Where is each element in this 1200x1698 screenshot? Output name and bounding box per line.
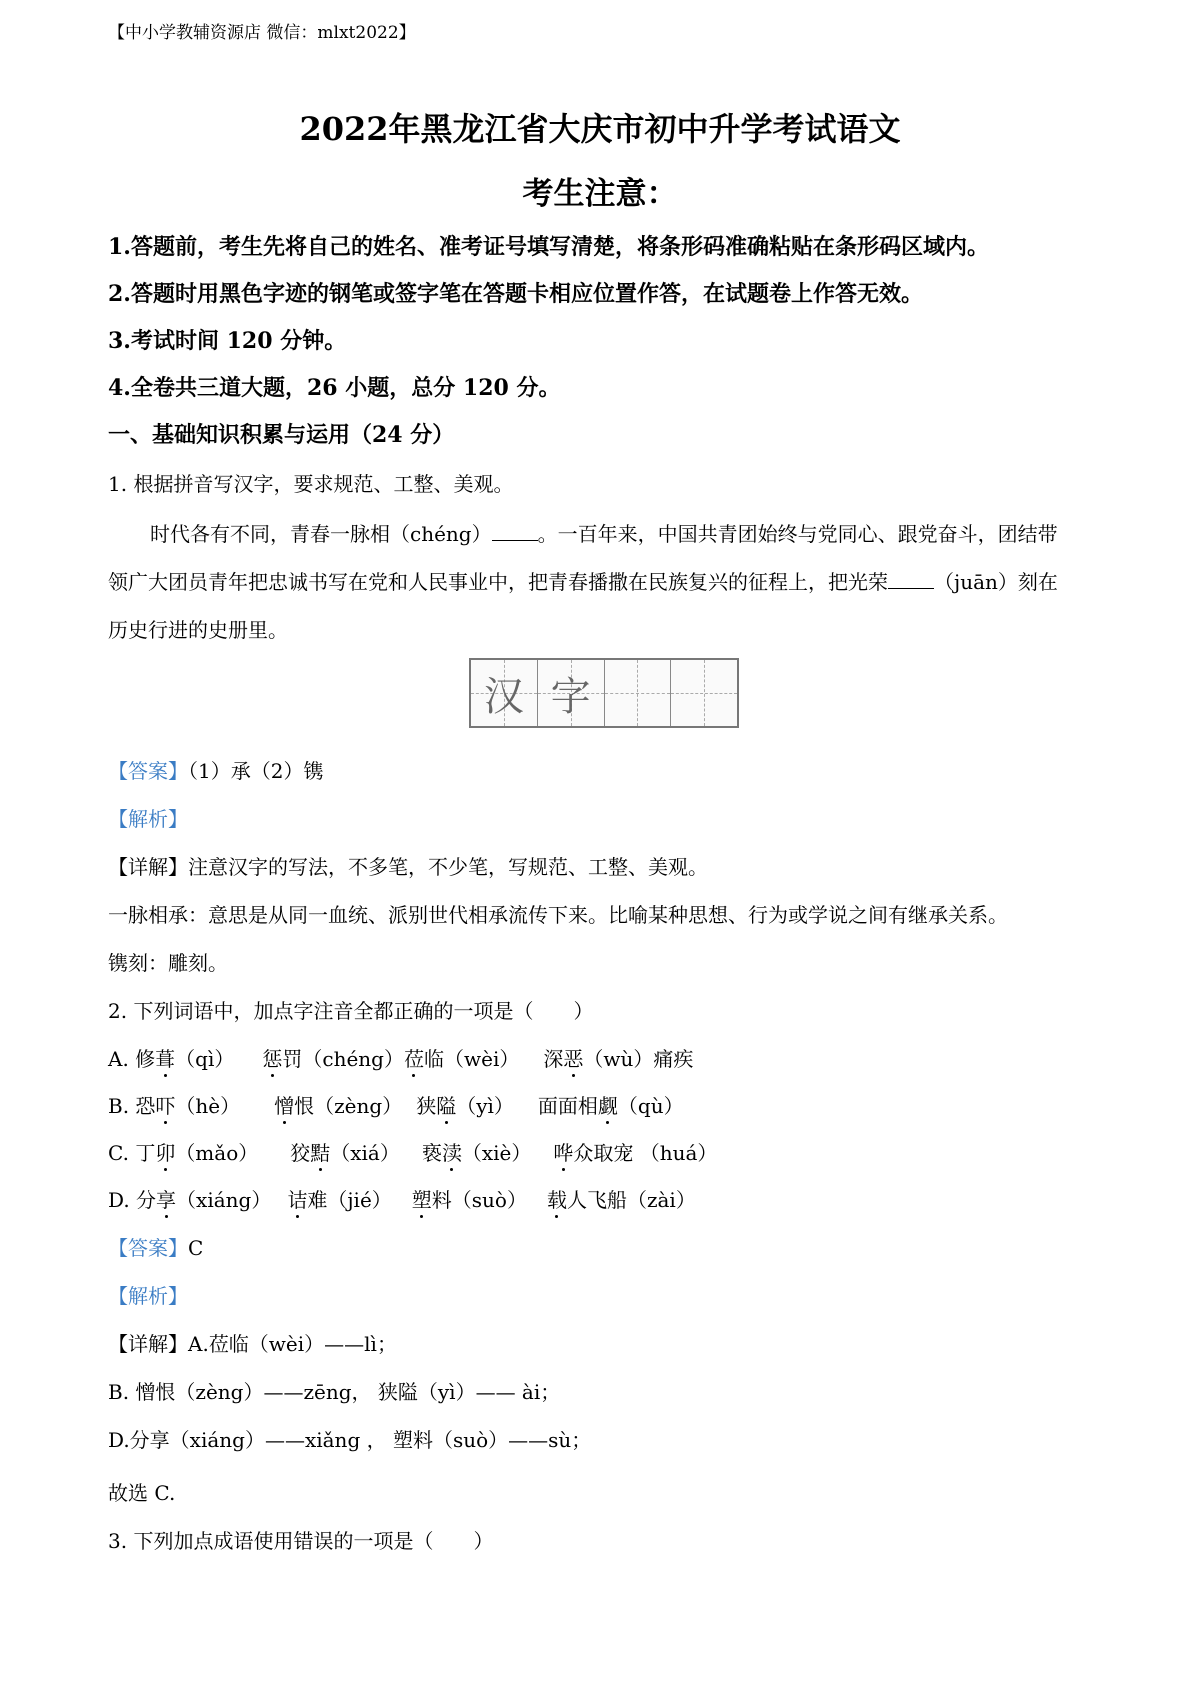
detail-label: 【详解】	[108, 855, 188, 879]
option-letter: B.	[108, 1094, 136, 1118]
detail-text: A.莅临（wèi）——lì；	[188, 1332, 397, 1356]
question-1-analysis-label: 【解析】	[108, 807, 188, 831]
option-text: （wù）痛疾	[583, 1047, 694, 1071]
passage-text: 。一百年来，中国共青团始终与党同心、跟党奋斗，团结带	[537, 522, 1058, 546]
option-text: 丁	[135, 1141, 156, 1165]
notice-item-1: 1.答题前，考生先将自己的姓名、准考证号填写清楚，将条形码准确粘贴在条形码区域内。	[108, 234, 989, 260]
pinyin: （yì）	[456, 1094, 514, 1118]
dotted-char: 憎	[274, 1090, 294, 1119]
question-2-option-d	[108, 1184, 696, 1213]
dotted-char: 诘	[287, 1184, 307, 1213]
dotted-char: 葺	[155, 1043, 175, 1072]
option-text: 料（suò）	[431, 1188, 527, 1212]
option-letter: C.	[108, 1141, 136, 1165]
dotted-char: 载	[547, 1184, 567, 1213]
pinyin: （mǎo）	[175, 1141, 259, 1165]
option-text: 临（wèi）	[423, 1047, 520, 1071]
passage-text: （juān）刻在	[934, 570, 1058, 594]
question-2-detail-a	[108, 1328, 397, 1357]
grid-cell	[471, 660, 538, 726]
option-text: 狭	[416, 1094, 437, 1118]
question-1-passage-line-1	[150, 518, 1058, 547]
grid-cell	[671, 660, 737, 726]
option-text: 人飞船（zài）	[566, 1188, 696, 1212]
option-letter: A.	[108, 1047, 136, 1071]
pinyin: （xiáng）	[176, 1188, 272, 1212]
dotted-char: 渎	[442, 1137, 462, 1166]
option-text: 深	[543, 1047, 564, 1071]
notice-heading: 考生注意：	[522, 176, 678, 212]
notice-item-4: 4.全卷共三道大题，26 小题，总分 120 分。	[108, 375, 561, 401]
option-text: 难（jié）	[307, 1188, 392, 1212]
pinyin: （hè）	[175, 1094, 241, 1118]
question-2-option-a	[108, 1043, 693, 1072]
grid-char: 字	[550, 673, 591, 720]
dotted-char: 恶	[563, 1043, 583, 1072]
passage-text: 领广大团员青年把忠诚书写在党和人民事业中，把青春播撒在民族复兴的征程上，把光荣	[108, 570, 888, 594]
pinyin: （qì）	[175, 1047, 235, 1071]
detail-label: 【详解】	[108, 1332, 188, 1356]
detail-text: 注意汉字的写法，不多笔，不少笔，写规范、工整、美观。	[188, 855, 708, 879]
dotted-char: 隘	[436, 1090, 456, 1119]
option-text: 恐	[135, 1094, 156, 1118]
grid-cell	[605, 660, 672, 726]
dotted-char: 享	[156, 1184, 176, 1213]
answer-label: 【答案】	[108, 1236, 188, 1260]
question-1-detail	[108, 851, 708, 880]
option-text: 恨（zèng）	[294, 1094, 403, 1118]
answer-text: （1）承（2）镌	[188, 759, 324, 783]
question-3-prompt: 3. 下列加点成语使用错误的一项是（ ）	[108, 1529, 494, 1553]
dotted-char: 黠	[310, 1137, 330, 1166]
section-heading: 一、基础知识积累与运用（24 分）	[108, 422, 455, 448]
option-text: 众取宠 （huá）	[573, 1141, 718, 1165]
question-2-detail-b: B. 憎恨（zèng）——zēng， 狭隘（yì）—— ài；	[108, 1380, 561, 1404]
header-note: 【中小学教辅资源店 微信：mlxt2022】	[108, 23, 416, 43]
dotted-char: 哗	[553, 1137, 573, 1166]
question-1-passage-line-3: 历史行进的史册里。	[108, 618, 288, 642]
option-text: 修	[135, 1047, 156, 1071]
question-2-prompt: 2. 下列词语中，加点字注音全都正确的一项是（ ）	[108, 999, 594, 1023]
dotted-char: 卯	[155, 1137, 175, 1166]
option-text: 面面相	[537, 1094, 598, 1118]
pinyin: （xiè）	[461, 1141, 532, 1165]
dotted-char: 塑	[412, 1184, 432, 1213]
passage-text: 时代各有不同，青春一脉相（chéng）	[150, 522, 492, 546]
grid-cell	[538, 660, 605, 726]
notice-item-2: 2.答题时用黑色字迹的钢笔或签字笔在答题卡相应位置作答，在试题卷上作答无效。	[108, 281, 923, 307]
pinyin: （qù）	[617, 1094, 684, 1118]
dotted-char: 觑	[598, 1090, 618, 1119]
question-2-detail-d: D.分享（xiáng）——xiǎng ， 塑料（suò）——sù；	[108, 1428, 592, 1452]
option-text: 分	[136, 1188, 157, 1212]
answer-blank-2	[888, 572, 934, 589]
question-1-prompt: 1. 根据拼音写汉字，要求规范、工整、美观。	[108, 472, 514, 496]
page-title: 2022年黑龙江省大庆市初中升学考试语文	[299, 110, 901, 148]
notice-item-3: 3.考试时间 120 分钟。	[108, 328, 347, 354]
question-2-option-c	[108, 1137, 717, 1166]
pinyin: （xiá）	[330, 1141, 400, 1165]
question-1-explain-1: 一脉相承：意思是从同一血统、派别世代相承流传下来。比喻某种思想、行为或学说之间有继承关系。	[108, 903, 1008, 927]
question-1-answer	[108, 755, 323, 784]
dotted-char: 莅	[404, 1043, 424, 1072]
answer-text: C	[188, 1236, 204, 1260]
question-2-option-b	[108, 1090, 684, 1119]
option-letter: D.	[108, 1188, 137, 1212]
question-1-passage-line-2	[108, 566, 1058, 595]
dotted-char: 惩	[262, 1043, 282, 1072]
option-text: 亵	[421, 1141, 442, 1165]
option-text: 狡	[290, 1141, 311, 1165]
question-2-answer	[108, 1232, 203, 1261]
option-text: 罚（chéng）	[282, 1047, 404, 1071]
answer-label: 【答案】	[108, 759, 188, 783]
question-2-analysis-label: 【解析】	[108, 1284, 188, 1308]
dotted-char: 吓	[155, 1090, 175, 1119]
answer-blank-1	[492, 524, 538, 541]
writing-grid	[469, 658, 739, 728]
question-1-explain-2: 镌刻：雕刻。	[108, 951, 228, 975]
question-2-conclusion: 故选 C.	[108, 1481, 176, 1505]
grid-char: 汉	[483, 673, 524, 720]
